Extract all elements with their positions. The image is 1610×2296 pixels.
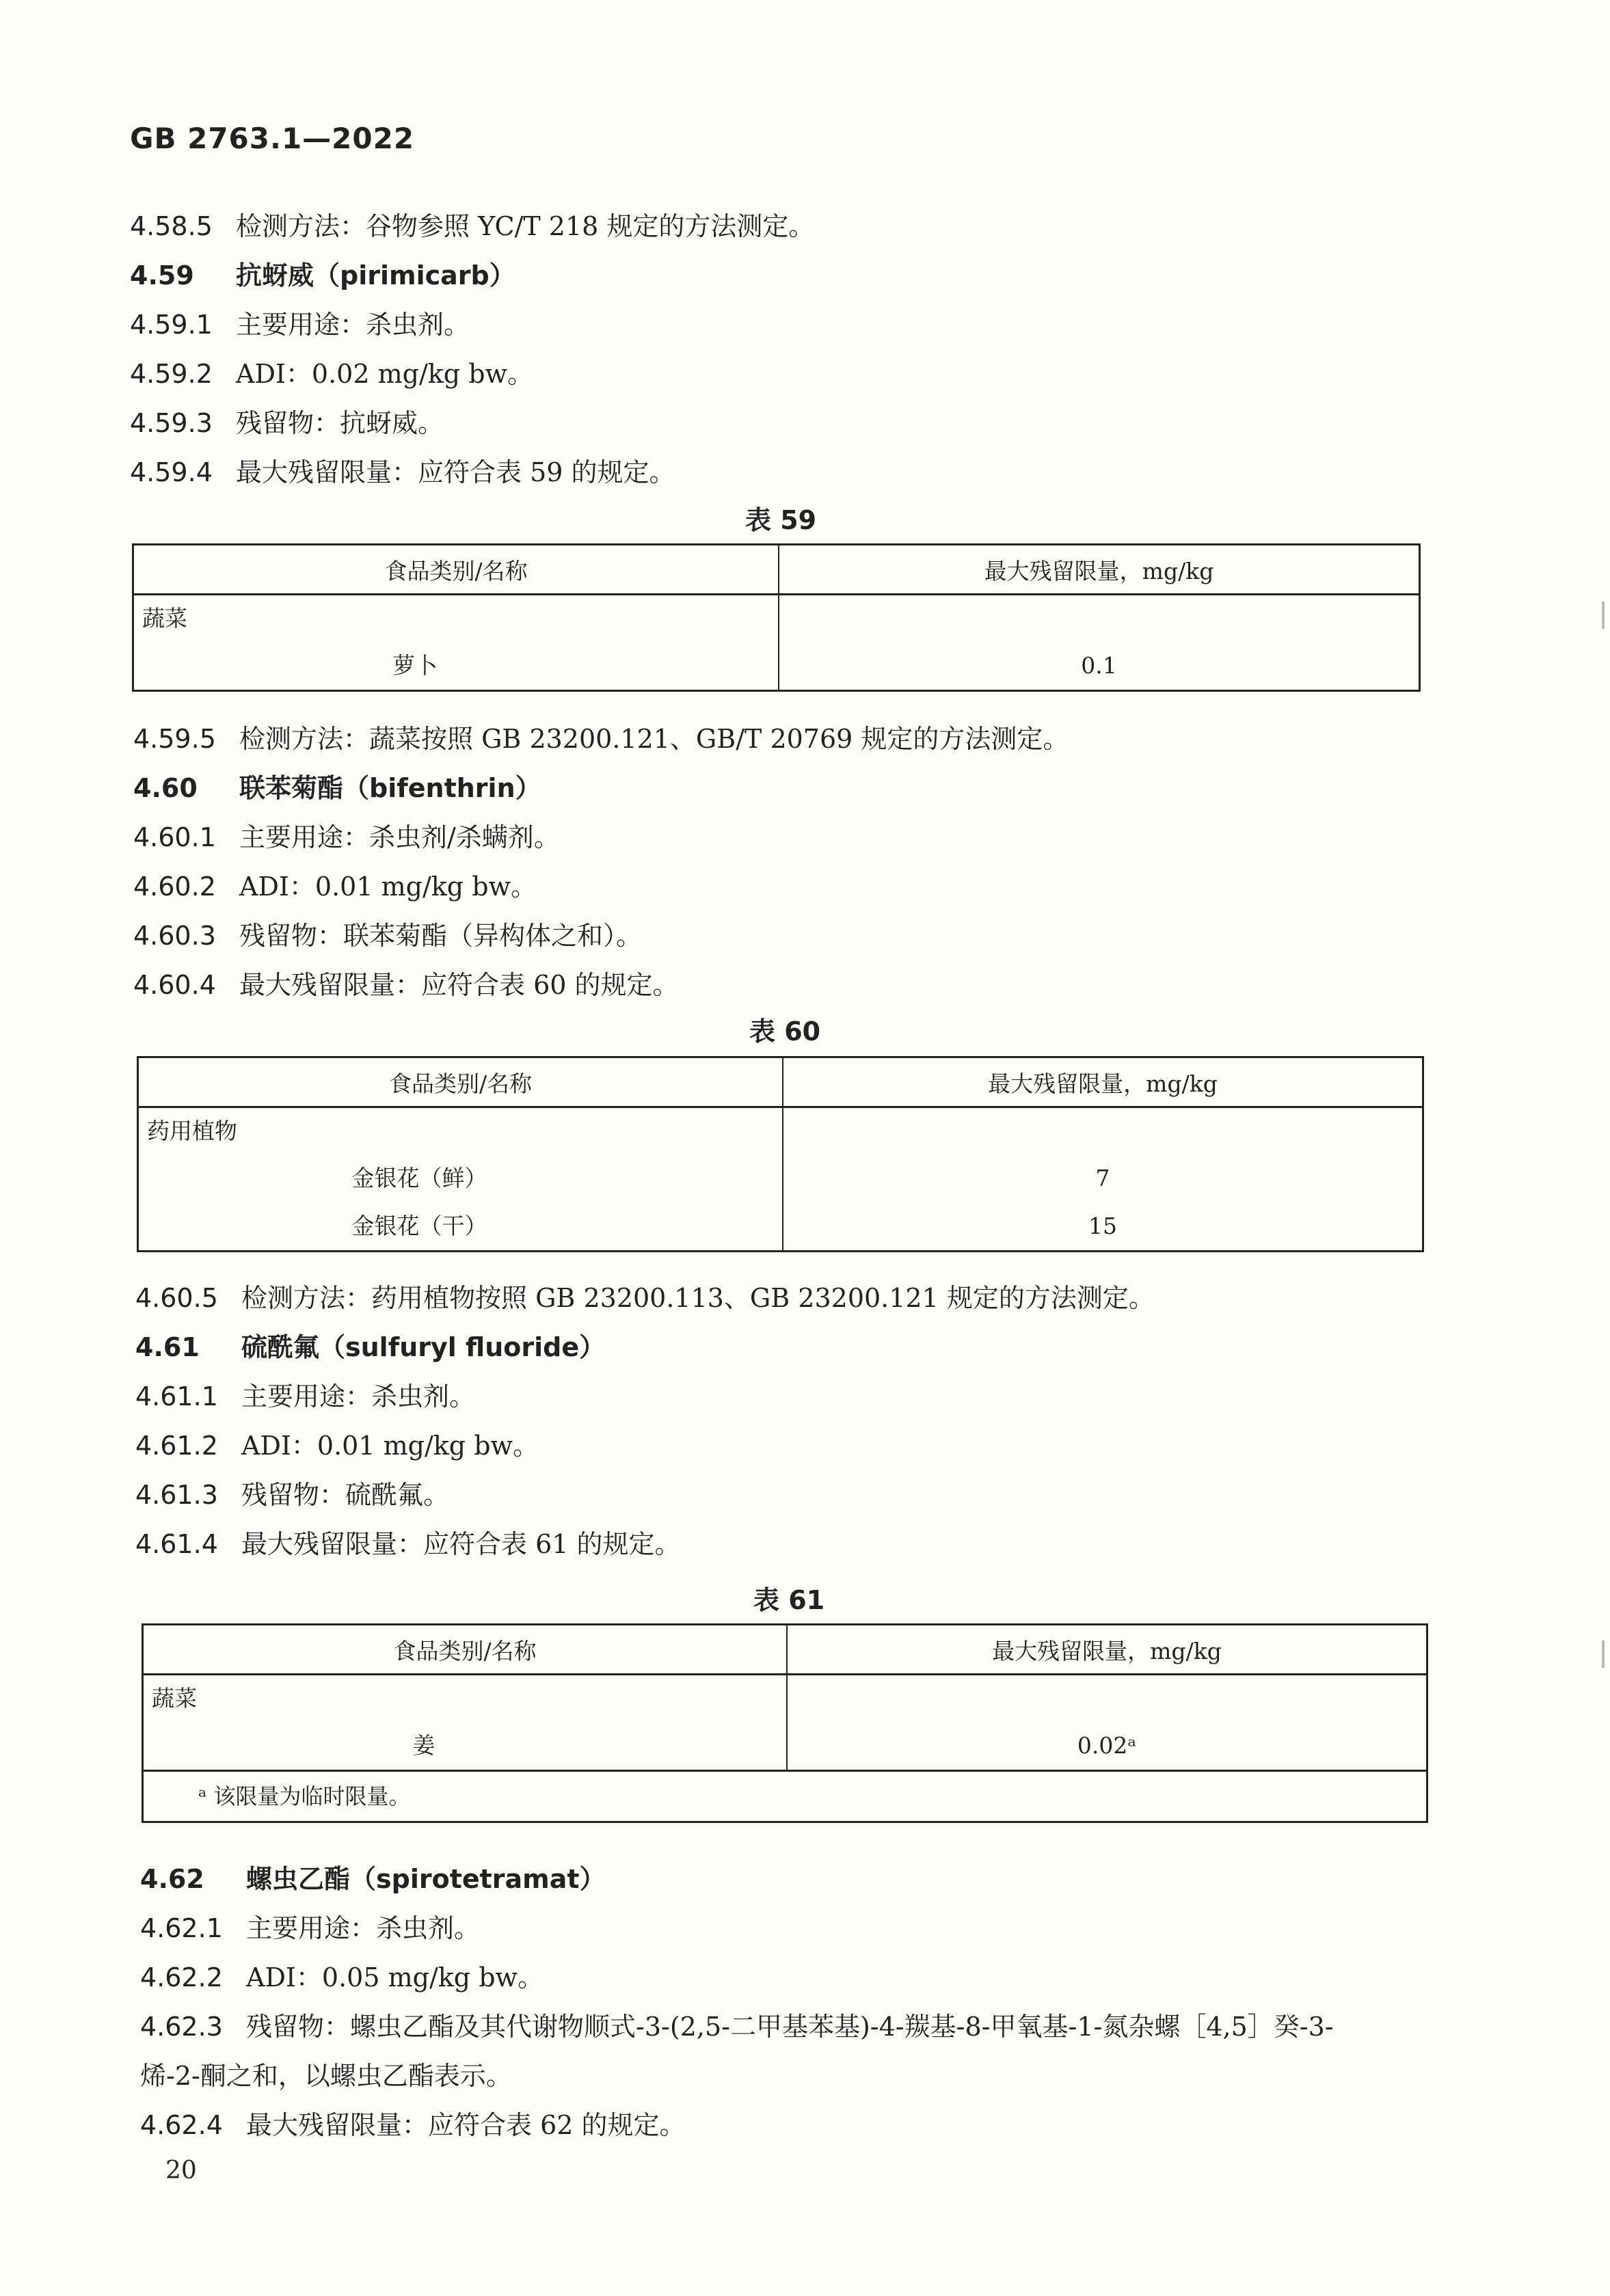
clause-4-62-3-continued [140,2055,512,2092]
clause-text: ADI：0.01 mg/kg bw。 [241,1431,539,1461]
mrl-value: 0.02ᵃ [1077,1732,1137,1759]
clause-text: 残留物：硫酰氟。 [241,1480,450,1510]
mrl-cell [787,1675,1427,1771]
clause-4-60-5 [135,1277,1155,1314]
clause-text: 最大残留限量：应符合表 59 的规定。 [236,457,675,487]
clause-4-60-3 [133,915,642,952]
clause-number: 4.61.2 [135,1431,218,1461]
clause-4-62-heading [140,1858,606,1895]
clause-text: 主要用途：杀虫剂。 [241,1381,476,1412]
clause-number: 4.59.4 [130,457,213,487]
clause-number: 4.60.3 [133,921,216,951]
clause-4-62-2 [140,1956,544,1994]
clause-4-62-4 [140,2104,686,2142]
clause-4-62-1 [140,1907,480,1945]
clause-number: 4.58.5 [130,211,213,241]
standard-header: GB 2763.1—2022 [130,122,415,155]
food-name: 金银花（干） [351,1213,487,1239]
clause-text: 主要用途：杀虫剂/杀螨剂。 [239,822,560,852]
table-header-mrl: 最大残留限量，mg/kg [779,545,1420,595]
clause-4-61-4 [135,1523,681,1561]
table-header-food-category: 食品类别/名称 [133,545,779,595]
clause-number: 4.60.1 [133,822,216,852]
table-59 [132,543,1421,692]
clause-4-62-3 [140,2005,1334,2043]
food-name: 萝卜 [392,652,438,679]
table-header-mrl: 最大残留限量，mg/kg [787,1625,1427,1675]
food-name: 姜 [412,1732,435,1759]
clause-4-59-3 [130,402,444,440]
mrl-value: 7 [1095,1165,1110,1191]
clause-4-59-2 [130,353,533,390]
table-61-caption: 表 61 [753,1585,825,1615]
table-60 [137,1056,1424,1252]
clause-number: 4.62.4 [140,2110,223,2140]
clause-text: ADI：0.05 mg/kg bw。 [246,1962,544,1993]
clause-4-60-heading [133,767,541,805]
clause-text: 残留物：螺虫乙酯及其代谢物顺式-3-(2,5-二甲基苯基)-4-羰基-8-甲氧基-1-氮杂螺［4,5］癸-3- [246,2012,1334,2042]
clause-number: 4.60.5 [135,1283,218,1313]
clause-number: 4.60.2 [133,872,216,902]
table-footnote: ᵃ 该限量为临时限量。 [143,1771,1427,1822]
clause-4-61-2 [135,1424,539,1462]
page-number: 20 [165,2157,197,2185]
scan-edge-mark [1602,1640,1605,1668]
clause-text: 检测方法：蔬菜按照 GB 23200.121、GB/T 20769 规定的方法测定。 [239,724,1069,754]
clause-text: 最大残留限量：应符合表 60 的规定。 [239,970,679,1000]
clause-number: 4.60.4 [133,970,216,1000]
clause-4-59-4 [130,451,675,489]
table-59-caption: 表 59 [745,505,817,535]
clause-text: 主要用途：杀虫剂。 [236,310,470,340]
food-cell [138,1107,783,1252]
clause-4-59-5 [133,718,1069,755]
table-row [138,1107,1423,1252]
clause-4-61-heading [135,1326,605,1364]
table-note-row [143,1771,1427,1822]
scan-edge-mark [1602,602,1605,629]
table-60-caption: 表 60 [749,1016,821,1046]
mrl-cell [783,1107,1423,1252]
mrl-value: 15 [1088,1213,1117,1239]
clause-text: 抗蚜威（pirimicarb） [236,260,515,291]
clause-text: 最大残留限量：应符合表 62 的规定。 [246,2110,686,2140]
clause-4-61-3 [135,1474,449,1511]
food-cell [133,595,779,691]
clause-text: 螺虫乙酯（spirotetramat） [246,1864,606,1894]
clause-4-59-heading [130,254,515,292]
food-category: 药用植物 [147,1118,237,1144]
mrl-cell [779,595,1420,691]
clause-text: 烯-2-酮之和，以螺虫乙酯表示。 [140,2061,512,2091]
clause-number: 4.61.1 [135,1381,218,1412]
food-cell [143,1675,788,1771]
clause-number: 4.59 [130,260,194,291]
food-category: 蔬菜 [152,1685,197,1712]
mrl-value: 0.1 [1081,652,1117,679]
food-category: 蔬菜 [142,605,187,632]
clause-text: 主要用途：杀虫剂。 [246,1913,481,1943]
clause-number: 4.62.2 [140,1962,223,1993]
clause-number: 4.59.1 [130,310,213,340]
clause-text: 检测方法：药用植物按照 GB 23200.113、GB 23200.121 规定的方法测定。 [241,1283,1155,1313]
clause-4-58-5 [130,205,814,243]
clause-number: 4.59.5 [133,724,216,754]
table-header-food-category: 食品类别/名称 [138,1057,783,1107]
clause-4-59-1 [130,303,470,341]
clause-number: 4.59.3 [130,408,213,438]
clause-text: ADI：0.02 mg/kg bw。 [236,359,534,389]
clause-text: 检测方法：谷物参照 YC/T 218 规定的方法测定。 [236,211,815,241]
table-header-mrl: 最大残留限量，mg/kg [783,1057,1423,1107]
clause-number: 4.59.2 [130,359,213,389]
clause-number: 4.62.1 [140,1913,223,1943]
clause-4-61-1 [135,1375,475,1413]
clause-number: 4.60 [133,773,198,803]
clause-text: 残留物：抗蚜威。 [236,408,444,438]
table-row [133,595,1420,691]
clause-number: 4.61 [135,1332,200,1362]
clause-number: 4.62.3 [140,2012,223,2042]
table-header-food-category: 食品类别/名称 [143,1625,788,1675]
clause-number: 4.61.4 [135,1529,218,1559]
clause-text: 残留物：联苯菊酯（异构体之和）。 [239,921,643,951]
clause-4-60-1 [133,816,560,854]
table-row [143,1675,1427,1771]
clause-4-60-4 [133,964,679,1001]
clause-4-60-2 [133,865,537,903]
clause-number: 4.62 [140,1864,204,1894]
clause-text: ADI：0.01 mg/kg bw。 [239,872,537,902]
clause-text: 硫酰氟（sulfuryl fluoride） [241,1332,606,1362]
clause-text: 联苯菊酯（bifenthrin） [239,773,541,803]
clause-number: 4.61.3 [135,1480,218,1510]
clause-text: 最大残留限量：应符合表 61 的规定。 [241,1529,681,1559]
food-name: 金银花（鲜） [351,1165,487,1191]
table-61 [142,1623,1428,1823]
